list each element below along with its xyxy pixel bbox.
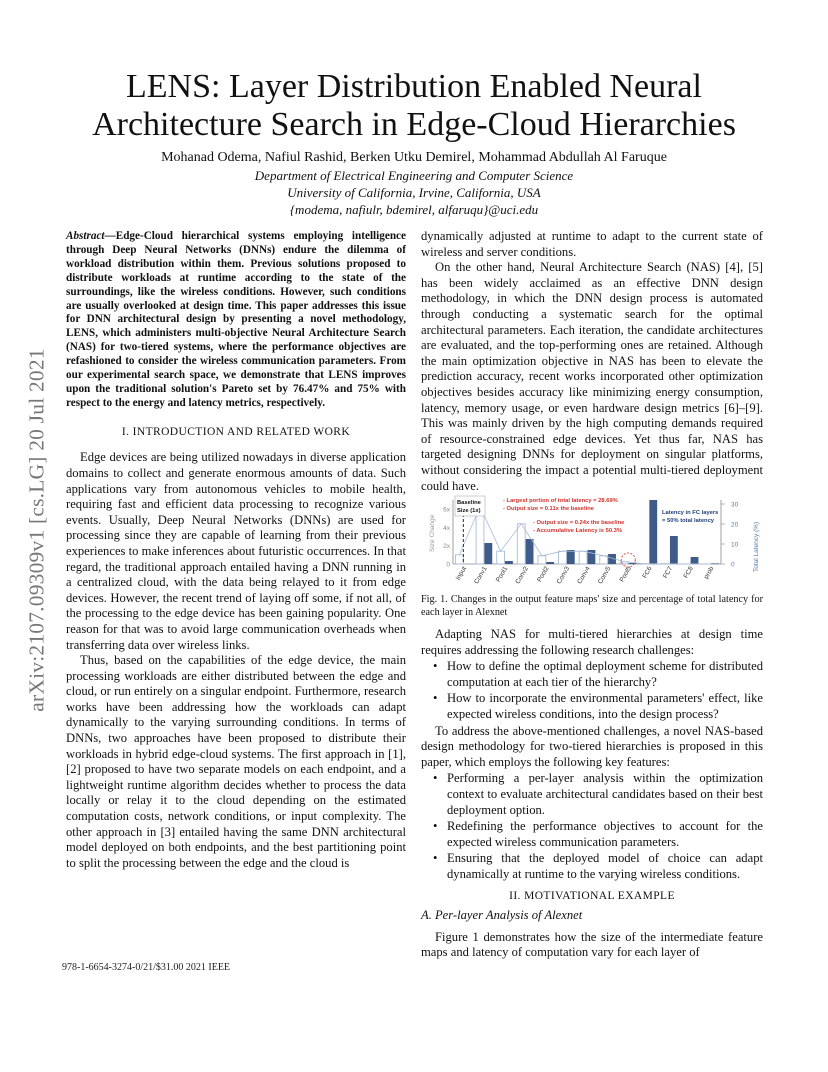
left-tick-label: 6x [443, 506, 450, 514]
x-tick-label: Conv3 [555, 565, 572, 586]
latency-bar [670, 536, 678, 564]
baseline-label-1: Baseline [457, 500, 481, 507]
x-tick-label: Input [454, 565, 469, 582]
authors: Mohanad Odema, Nafiul Rashid, Berken Utku Demirel, Mohammad Abdullah Al Faruque [161, 150, 667, 165]
subsection-heading: A. Per-layer Analysis of Alexnet [421, 908, 583, 923]
left-tick-label: 0 [446, 561, 450, 569]
size-bar [497, 551, 505, 564]
x-tick-label: Pool2 [536, 565, 551, 584]
paper-title [60, 68, 768, 144]
arxiv-stamp: arXiv:2107.09309v1 [cs.LG] 20 Jul 2021 [24, 348, 49, 712]
latency-bar [691, 557, 699, 564]
right-tick-label: 30 [731, 501, 739, 509]
abstract-label: Abstract [66, 230, 105, 242]
size-bar [600, 556, 608, 564]
paragraph-intro-2: Thus, based on the capabilities of the edge device, the main processing workloads are either distributed between the edge and cloud, or run entirely on a singular endpoint. Furthermore, research works have been addressing how the workloads can adapt dynamically to the varying surrounding conditions. In terms of DNNs, two approaches have been proposed to distribute their workloads in hybrid edge-cloud systems. The first approach in [1], [2] proposed to have two separate models on each endpoint, and a lightweight runtime algorithm decides whether to process the data locally or relay it to the cloud depending on the estimated computation costs, network conditions, or input complexity. The other approach in [3] entailed having the same DNN architectural model deployed on both endpoints, and the best partitioning point to split the processing between the edge and the cloud is [66, 653, 406, 870]
size-bar [559, 551, 567, 564]
size-bar [538, 556, 546, 564]
right-tick-label: 10 [731, 541, 739, 549]
left-axis-label: Size Change [429, 514, 436, 553]
paragraph-nas: On the other hand, Neural Architecture Search (NAS) [4], [5] has been widely acclaimed as an effective DNN design methodology, in which the DNN design process is automated through conducting a systematic search for the optimal architectural parameters. Each iteration, the candidate architectures are evaluated, and the top-performing ones are retained. Although the main optimization objective in NAS has been to elevate the prediction accuracy, recent works incorporated other optimization objectives besides accuracy like minimizing energy consumption, latency, memory usage, or even hardware design metrics [6]–[9]. This was mainly driven by the high computing demands required of resource-constrained edge devices. Yet thus far, NAS has targeted designing DNNs for deployment on singular platforms, without considering the impact a potential multi-tiered deployment could have. [421, 260, 763, 493]
paragraph-intro-1: Edge devices are being utilized nowadays in diverse application domains to collect and generate enormous amounts of data. Such applications vary from autonomous vehicles to mobile health, requiring fast and efficient data processing to recognize various events. Usually, Deep Neural Networks (DNNs) are used for processing since they are capable of learning from their previous experiences to make inferences about futuristic occurrences. In that regard, the traditional approach entailed having a DNN running in a centralized cloud, with the data being relayed to it from edge devices. However, the recent trend of laying off some, if not all, of the processing to the edge device has been gaining popularity. One reason for that was to avoid large communication overheads when transferring data over wireless links. [66, 450, 406, 652]
list-item: • How to incorporate the environmental parameters' effect, like expected wireless conditions, into the design process? [421, 691, 763, 722]
paragraph-challenges: Adapting NAS for multi-tiered hierarchies at design time requires addressing the following research challenges: [421, 627, 763, 657]
x-tick-label: Conv5 [596, 565, 613, 586]
affiliation-department: Department of Electrical Engineering and Computer Science [254, 168, 574, 183]
list-item: • How to define the optimal deployment scheme for distributed computation at each tier of the hierarchy? [421, 659, 763, 690]
size-bar [579, 551, 587, 564]
latency-bar [526, 539, 534, 564]
size-bar [517, 524, 525, 564]
copyright-footer: 978-1-6654-3274-0/21/$31.00 2021 IEEE [62, 962, 231, 973]
latency-bar [649, 500, 657, 564]
x-tick-label: prob [702, 565, 716, 581]
annotation-fc-1: Latency in FC layers [662, 510, 719, 517]
paragraph-motivation: Figure 1 demonstrates how the size of the intermediate feature maps and latency of computation vary for each layer of [421, 929, 763, 960]
abstract-text: —Edge-Cloud hierarchical systems employing intelligence through Deep Neural Networks (DNNs) endure the dilemma of workload distribution within them. Previous solutions proposed to distribute workloads at runtime according to the state of the surroundings, like the wireless conditions. However, such conditions are usually overlooked at design time. This paper addresses this issue for DNN architectural design by presenting a novel methodology, LENS, which administers multi-objective Neural Architecture Search (NAS) for two-tiered systems, where the performance objectives are refashioned to consider the wireless communication parameters. From our experimental search space, we demonstrate that LENS improves upon the traditional solution's Pareto set by 76.47% and 75% with respect to the energy and latency metrics, respectively. [66, 230, 406, 409]
title-line-2: Architecture Search in Edge-Cloud Hierarchies [92, 106, 736, 143]
x-tick-label: Conv2 [514, 565, 530, 586]
author-emails: {modema, nafiulr, bdemirel, alfaruqu}@uci.edu [289, 202, 539, 217]
section-heading-2: II. MOTIVATIONAL EXAMPLE [509, 889, 675, 902]
baseline-label-2: Size (1x) [457, 508, 481, 515]
list-item: • Ensuring that the deployed model of choice can adapt dynamically at runtime to the varying wireless conditions. [421, 851, 763, 882]
left-column [66, 230, 406, 871]
alexnet-chart [421, 494, 763, 590]
right-column [421, 229, 763, 961]
left-tick-label: 2x [443, 543, 450, 551]
latency-bar [711, 563, 719, 564]
figure-1 [421, 494, 763, 590]
size-bar [455, 555, 463, 564]
feature-list [421, 771, 763, 882]
list-item: • Performing a per-layer analysis within the optimization context to evaluate architectural candidates based on their best deployment option. [421, 771, 763, 818]
latency-bar [484, 543, 492, 564]
x-tick-label: Conv1 [473, 565, 489, 586]
title-line-1: LENS: Layer Distribution Enabled Neural [126, 68, 702, 105]
abstract [66, 230, 406, 411]
figure-caption: Fig. 1. Changes in the output feature maps' size and percentage of total latency for each layer in Alexnet [421, 594, 763, 618]
right-tick-label: 20 [731, 521, 739, 529]
left-tick-label: 4x [443, 525, 450, 533]
right-axis-label: Total Latency (%) [753, 521, 760, 573]
paragraph-features: To address the above-mentioned challenges, a novel NAS-based design methodology for two-tiered hierarchies is proposed in this paper, which employs the following key features: [421, 723, 763, 769]
annotation-output-size-2: - Output size = 0.24x the baseline [533, 520, 625, 527]
list-item: • Redefining the performance objectives to account for the expected wireless communication parameters. [421, 819, 763, 850]
right-tick-label: 0 [731, 561, 735, 569]
annotation-latency-peak: - Largest portion of total latency = 28.69% [503, 498, 618, 505]
x-tick-label: FC8 [682, 565, 695, 580]
annotation-output-size-1: - Output size = 0.11x the baseline [503, 506, 595, 513]
challenge-list [421, 659, 763, 722]
latency-bar [546, 562, 554, 564]
x-tick-label: Pool1 [494, 565, 510, 584]
section-heading-1: I. INTRODUCTION AND RELATED WORK [121, 425, 351, 438]
latency-bar [567, 550, 575, 564]
x-tick-label: FC7 [661, 565, 675, 580]
annotation-accumulative: - Accumulative Latency is 50.3% [533, 528, 623, 535]
x-tick-label: FC6 [641, 565, 654, 580]
affiliation-university: University of California, Irvine, California, USA [287, 185, 541, 200]
paragraph-intro-3: dynamically adjusted at runtime to adapt to the current state of wireless and server conditions. [421, 229, 763, 259]
annotation-fc-2: = 50% total latency [662, 518, 715, 525]
x-tick-label: Conv4 [576, 565, 592, 586]
latency-bar [505, 561, 513, 564]
x-tick-label: Pool5 [618, 565, 633, 584]
pool5-highlight [621, 553, 635, 567]
